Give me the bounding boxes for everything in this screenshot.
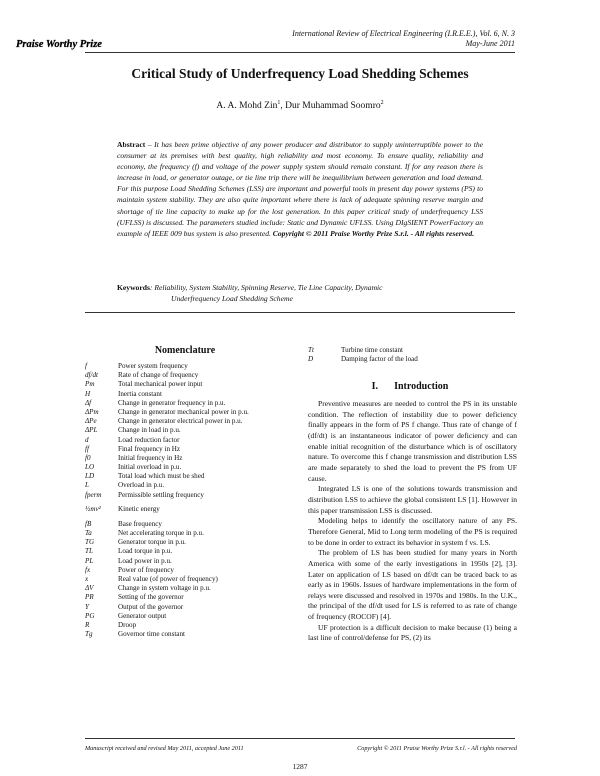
nomenclature-definition: Load torque in p.u. bbox=[118, 547, 173, 556]
nomenclature-symbol: f0 bbox=[85, 453, 91, 462]
nomenclature-symbol: ΔPL bbox=[85, 426, 98, 435]
nomenclature-definition: Initial frequency in Hz bbox=[118, 453, 183, 462]
nomenclature-row bbox=[308, 355, 518, 364]
paper-title: Critical Study of Underfrequency Load Shedding Schemes bbox=[131, 66, 469, 81]
nomenclature-definition: Change in system voltage in p.u. bbox=[118, 584, 211, 593]
nomenclature-definition: Total load which must be shed bbox=[118, 472, 205, 481]
nomenclature-row bbox=[85, 538, 285, 547]
nomenclature-symbol: LD bbox=[85, 472, 95, 481]
nomenclature-definition: Initial overload in p.u. bbox=[118, 463, 182, 472]
header-divider bbox=[85, 52, 515, 53]
nomenclature-row bbox=[85, 481, 285, 490]
nomenclature-symbol: PL bbox=[85, 556, 94, 565]
nomenclature-symbol: H bbox=[85, 389, 91, 398]
nomenclature-definition: Permissible settling frequency bbox=[118, 490, 204, 499]
introduction-paragraph: The problem of LS has been studied for many years in North America with some of the early investigations in 1950s [2], [3]. Later on application of LS based on df/dt can be traced back to as early as in 1960s. Issues of hardware implementations in the form of relays were discussed and resolved in 1970s and 1980s. In the U.K., the principal of the df/dt used for LS is referred to as rate of change of frequency (ROCOF) [4]. bbox=[308, 548, 517, 622]
nomenclature-row bbox=[85, 417, 285, 426]
nomenclature-definition: Inertia constant bbox=[118, 389, 162, 398]
keywords-divider bbox=[85, 312, 515, 313]
nomenclature-symbol: ΔPe bbox=[85, 417, 97, 426]
nomenclature-symbol: Tt bbox=[308, 346, 314, 354]
nomenclature-row bbox=[85, 612, 285, 621]
nomenclature-symbol: fperm bbox=[85, 490, 102, 499]
nomenclature-row bbox=[85, 371, 285, 380]
journal-header bbox=[155, 29, 515, 49]
nomenclature-row bbox=[85, 593, 285, 602]
nomenclature-definition: Generator torque in p.u. bbox=[118, 538, 186, 547]
page-number: 1287 bbox=[292, 762, 308, 771]
nomenclature-symbol: Ta bbox=[85, 529, 92, 537]
nomenclature-symbol: Tg bbox=[85, 630, 93, 639]
nomenclature-row bbox=[85, 399, 285, 408]
footer-divider bbox=[85, 738, 515, 739]
abstract-text: – It has been prime objective of any power producer and distributor to supply uninterruptible power to the consumer at its premises with best quality, high reliability and most economy. To ensure quality, reliability and economy, the frequency (f) and voltage of the power supply system should remain constant. If for any reason there is increase in load, or generator outage, or tie line trip there will be inequilibrium between generation and load demand. For this purpose Load Shedding Schemes (LSS) are important and powerful tools in present day power systems (PS) to maintain system stability. They are also quite important where there is lack of adequate spinning reserve margin and shortage of tie line capacity to make up for the lost generation. In this paper critical study of underfrequency LSS (UFLSS) is discussed. The parameters studied include: Static and Dynamic UFLSS. Using DIgSIENT PowerFactory an example of IEEE 009 bus system is also presented. bbox=[117, 140, 483, 238]
nomenclature-definition: Damping factor of the load bbox=[341, 355, 418, 364]
nomenclature-row bbox=[85, 454, 285, 463]
section-title: Introduction bbox=[394, 381, 449, 392]
nomenclature-row bbox=[85, 547, 285, 556]
keywords bbox=[117, 282, 483, 304]
nomenclature-symbol: fx bbox=[85, 565, 91, 574]
nomenclature-row bbox=[308, 346, 518, 355]
nomenclature-symbol: x bbox=[85, 574, 89, 583]
nomenclature-symbol: df/dt bbox=[85, 371, 99, 380]
nomenclature-definition: Power system frequency bbox=[118, 362, 188, 370]
nomenclature-row bbox=[85, 520, 285, 529]
abstract bbox=[117, 139, 483, 239]
nomenclature-row bbox=[85, 566, 285, 575]
nomenclature-symbol: PR bbox=[85, 593, 94, 602]
nomenclature-row bbox=[85, 472, 285, 481]
section-heading-introduction bbox=[305, 381, 515, 392]
abstract-copyright: Copyright © 2011 Praise Worthy Prize S.r.l. - All rights reserved. bbox=[272, 228, 475, 238]
author-2-affiliation: 2 bbox=[380, 100, 384, 106]
nomenclature-definition: Output of the governor bbox=[118, 602, 184, 611]
nomenclature-definition: Turbine time constant bbox=[341, 346, 404, 354]
nomenclature-row bbox=[85, 426, 285, 435]
nomenclature-symbol: ΔV bbox=[85, 584, 94, 593]
nomenclature-definition: Real value (of power of frequency) bbox=[118, 574, 218, 583]
nomenclature-definition: Governor time constant bbox=[118, 630, 185, 639]
introduction-body bbox=[308, 399, 517, 644]
nomenclature-row bbox=[85, 362, 285, 371]
nomenclature-symbol: LO bbox=[85, 463, 95, 472]
nomenclature-row bbox=[85, 463, 285, 472]
footer-copyright: Copyright © 2011 Praise Worthy Prize S.r.l. - All rights reserved bbox=[357, 745, 517, 752]
publisher-logo bbox=[14, 30, 164, 54]
keywords-line-1: : Reliability, System Stability, Spinning Reserve, Tie Line Capacity, Dynamic bbox=[149, 283, 383, 292]
nomenclature-definition: Final frequency in Hz bbox=[118, 444, 181, 453]
nomenclature-definition: Load power in p.u. bbox=[118, 556, 172, 565]
nomenclature-symbol: fB bbox=[85, 519, 92, 528]
nomenclature-symbol: ΔPm bbox=[85, 407, 99, 416]
author-1-affiliation: 1 bbox=[277, 100, 281, 106]
nomenclature-definition: Change in load in p.u. bbox=[118, 426, 181, 435]
publisher-logo-text: Praise Worthy Prize bbox=[16, 39, 102, 50]
nomenclature-row bbox=[85, 630, 285, 639]
nomenclature-definition: Load reduction factor bbox=[118, 435, 180, 444]
nomenclature-row bbox=[85, 380, 285, 389]
nomenclature-symbol: TL bbox=[85, 547, 93, 556]
nomenclature-symbol: D bbox=[308, 355, 314, 364]
nomenclature-row bbox=[85, 529, 285, 538]
introduction-paragraph: UF protection is a difficult decision to make because (1) being a last line of control/defense for PS, (2) its bbox=[308, 622, 517, 643]
nomenclature-symbol: Δf bbox=[85, 398, 92, 407]
nomenclature-title: Nomenclature bbox=[154, 345, 216, 356]
introduction-paragraph: Preventive measures are needed to control the PS in its unstable condition. The reflection of instability due to power deficiency finally appears in the form of PS f change. Thus rate of change of f (df/dt) is an instantaneous indicator of power deficiency and can enable initial recognition of the disturbance which is of oscillatory nature. To overcome this f change transmission and distribution LSS are made separately to shed the load to prevent the PS from UF cause. bbox=[308, 399, 517, 483]
nomenclature-row bbox=[85, 584, 285, 593]
author-2: , Dur Muhammad Soomro bbox=[280, 101, 381, 112]
nomenclature-row bbox=[85, 500, 285, 520]
nomenclature-symbol: d bbox=[85, 435, 89, 444]
nomenclature-row bbox=[85, 621, 285, 630]
keywords-label: Keywords bbox=[117, 283, 150, 292]
introduction-paragraph: Integrated LS is one of the solutions towards transmission and distribution LSS to achieve the global consistent LS [1]. However in this paper transmission LSS is discussed. bbox=[308, 484, 517, 515]
nomenclature-definition: Base frequency bbox=[118, 519, 162, 528]
nomenclature-definition: Total mechanical power input bbox=[118, 380, 203, 389]
nomenclature-definition: Setting of the governor bbox=[118, 593, 184, 602]
keywords-line-2: Underfrequency Load Shedding Scheme bbox=[171, 294, 293, 304]
nomenclature-definition: Generator output bbox=[118, 611, 167, 620]
nomenclature-row bbox=[85, 390, 285, 399]
nomenclature-symbol: f bbox=[85, 362, 87, 370]
nomenclature-symbol: R bbox=[85, 620, 90, 629]
abstract-label: Abstract bbox=[117, 140, 146, 149]
nomenclature-definition: Overload in p.u. bbox=[118, 481, 165, 490]
nomenclature-definition: Change in generator mechanical power in p.u. bbox=[118, 407, 249, 416]
nomenclature-definition: Power of frequency bbox=[118, 565, 174, 574]
nomenclature-row bbox=[85, 436, 285, 445]
nomenclature-definition: Droop bbox=[118, 620, 137, 629]
nomenclature-list-continued bbox=[308, 346, 518, 364]
nomenclature-row bbox=[85, 603, 285, 612]
nomenclature-definition: Kinetic energy bbox=[118, 505, 160, 514]
nomenclature-row bbox=[85, 445, 285, 454]
nomenclature-symbol: TG bbox=[85, 538, 95, 547]
nomenclature-symbol: ½mv² bbox=[85, 505, 101, 514]
nomenclature-definition: Change in generator frequency in p.u. bbox=[118, 398, 226, 407]
journal-issue-date: May-June 2011 bbox=[465, 39, 515, 48]
nomenclature-symbol: Y bbox=[85, 602, 89, 611]
journal-name: International Review of Electrical Engineering (I.R.E.E.), Vol. 6, N. 3 bbox=[292, 29, 515, 38]
nomenclature-symbol: Pm bbox=[85, 380, 95, 389]
paper-authors bbox=[0, 100, 600, 111]
nomenclature-list bbox=[85, 362, 285, 639]
nomenclature-symbol: ff bbox=[85, 444, 89, 453]
manuscript-note: Manuscript received and revised May 2011, accepted June 2011 bbox=[85, 745, 244, 752]
nomenclature-definition: Rate of change of frequency bbox=[118, 371, 199, 380]
author-1: A. A. Mohd Zin bbox=[216, 101, 278, 112]
introduction-paragraph: Modeling helps to identify the oscillatory nature of any PS. Therefore General, Mid to Long term modeling of the PS is required to be done in order to extract its behavior in system f vs. LS. bbox=[308, 516, 517, 547]
nomenclature-definition: Net accelerating torque in p.u. bbox=[118, 529, 204, 537]
nomenclature-row bbox=[85, 491, 285, 500]
nomenclature-symbol: L bbox=[85, 481, 89, 490]
nomenclature-row bbox=[85, 575, 285, 584]
section-number: I. bbox=[371, 381, 379, 392]
nomenclature-row bbox=[85, 557, 285, 566]
nomenclature-row bbox=[85, 408, 285, 417]
nomenclature-symbol: PG bbox=[85, 611, 95, 620]
nomenclature-definition: Change in generator electrical power in p.u. bbox=[118, 417, 243, 426]
